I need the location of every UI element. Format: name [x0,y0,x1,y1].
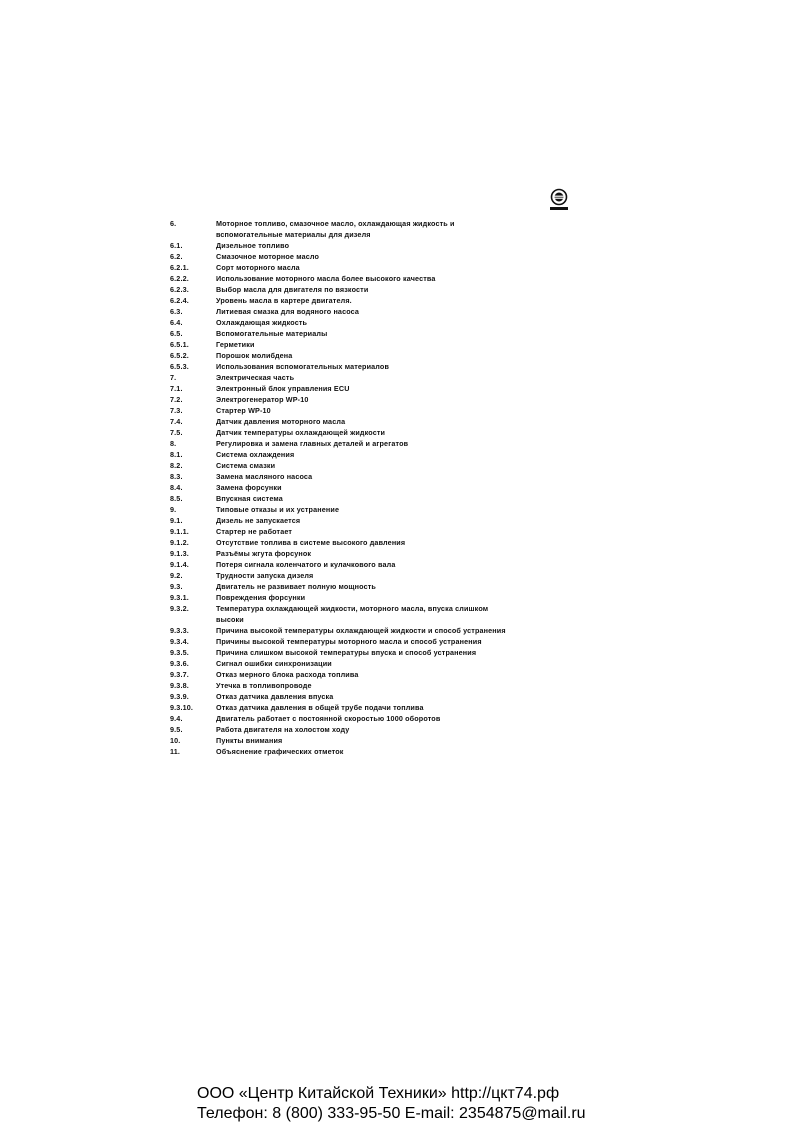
toc-entry-title: Причины высокой температуры моторного масла и способ устранения [216,637,482,646]
footer [197,1084,617,1124]
toc-entry-number: 9.3.10. [170,703,194,712]
toc-entry [170,526,510,537]
toc-entry-number: 7.3. [170,406,183,415]
toc-entry [170,625,510,636]
toc-entry-number: 9.1. [170,516,183,525]
toc-entry [170,504,510,515]
toc-entry-number: 9.3.5. [170,648,189,657]
toc-entry-title: Использование моторного масла более высокого качества [216,274,436,283]
toc-entry-number: 6.2. [170,252,183,261]
toc-entry-number: 6.5.1. [170,340,189,349]
toc-entry [170,262,510,273]
toc-entry-number: 6.2.2. [170,274,189,283]
toc-entry-number: 8.1. [170,450,183,459]
toc-entry [170,746,510,757]
toc-entry [170,669,510,680]
toc-entry [170,724,510,735]
toc-entry-title: Моторное топливо, смазочное масло, охлаждающая жидкость и вспомогательные материалы для дизеля [216,219,455,239]
toc-entry-title: Электрогенератор WP-10 [216,395,309,404]
toc-entry [170,570,510,581]
toc-entry-title: Порошок молибдена [216,351,293,360]
toc-entry [170,680,510,691]
toc-entry-title: Отказ мерного блока расхода топлива [216,670,359,679]
toc-entry-title: Объяснение графических отметок [216,747,344,756]
toc-entry-title: Вспомогательные материалы [216,329,328,338]
toc-entry [170,438,510,449]
toc-entry-number: 8.2. [170,461,183,470]
toc-entry-number: 6.3. [170,307,183,316]
toc-entry [170,427,510,438]
toc-entry [170,493,510,504]
toc-entry [170,581,510,592]
footer-company-line: ООО «Центр Китайской Техники» http://цкт74.рф [197,1085,560,1102]
toc-entry [170,515,510,526]
toc-entry-title: Замена масляного насоса [216,472,313,481]
toc-entry-number: 9.5. [170,725,183,734]
toc-entry [170,735,510,746]
toc-entry [170,306,510,317]
toc-entry-number: 9.3. [170,582,183,591]
toc-entry-title: Герметики [216,340,255,349]
toc-entry-title: Причина слишком высокой температуры впуска и способ устранения [216,648,477,657]
footer-contact-line: Телефон: 8 (800) 333-95-50 E-mail: 2354875@mail.ru [197,1105,586,1122]
toc-entry-number: 9.3.1. [170,593,189,602]
toc-entry [170,603,510,625]
toc-entry-title: Сигнал ошибки синхронизации [216,659,332,668]
toc-entry-number: 9.3.9. [170,692,189,701]
toc-entry [170,636,510,647]
toc-entry [170,361,510,372]
toc-entry-title: Двигатель работает с постоянной скоростью 1000 оборотов [216,714,441,723]
toc-entry-number: 9. [170,505,177,514]
toc-entry-title: Выбор масла для двигателя по вязкости [216,285,369,294]
toc-entry-title: Датчик температуры охлаждающей жидкости [216,428,386,437]
toc-entry-title: Смазочное моторное масло [216,252,320,261]
toc-entry-number: 6.5.3. [170,362,189,371]
toc-entry-number: 8. [170,439,177,448]
toc-entry-number: 9.1.4. [170,560,189,569]
toc-entry-title: Отсутствие топлива в системе высокого давления [216,538,406,547]
toc-entry-title: Регулировка и замена главных деталей и агрегатов [216,439,409,448]
toc-entry-number: 7.1. [170,384,183,393]
toc-entry-number: 6.5. [170,329,183,338]
toc-entry [170,713,510,724]
toc-entry [170,350,510,361]
table-of-contents [170,218,510,757]
toc-entry [170,460,510,471]
toc-entry-number: 9.3.4. [170,637,189,646]
toc-entry [170,537,510,548]
toc-entry [170,218,510,240]
toc-entry-title: Разъёмы жгута форсунок [216,549,312,558]
toc-entry [170,471,510,482]
toc-entry-title: Охлаждающая жидкость [216,318,308,327]
toc-entry-number: 8.3. [170,472,183,481]
toc-entry-title: Трудности запуска дизеля [216,571,314,580]
toc-entry-number: 9.2. [170,571,183,580]
toc-entry-title: Работа двигателя на холостом ходу [216,725,350,734]
toc-entry [170,548,510,559]
toc-entry [170,482,510,493]
toc-entry [170,284,510,295]
toc-entry-number: 9.3.8. [170,681,189,690]
toc-entry-title: Причина высокой температуры охлаждающей жидкости и способ устранения [216,626,506,635]
toc-entry [170,372,510,383]
toc-entry-title: Сорт моторного масла [216,263,300,272]
toc-entry [170,240,510,251]
toc-entry-title: Утечка в топливопроводе [216,681,312,690]
toc-entry [170,273,510,284]
toc-entry-title: Впускная система [216,494,283,503]
toc-entry-number: 9.1.1. [170,527,189,536]
toc-entry-title: Дизельное топливо [216,241,290,250]
toc-entry-number: 9.3.2. [170,604,189,613]
toc-entry [170,559,510,570]
toc-entry [170,449,510,460]
toc-entry-title: Литиевая смазка для водяного насоса [216,307,360,316]
toc-entry-number: 7.4. [170,417,183,426]
toc-entry-number: 9.3.7. [170,670,189,679]
toc-entry [170,328,510,339]
toc-entry [170,383,510,394]
toc-entry-title: Пункты внимания [216,736,283,745]
toc-entry-title: Стартер WP-10 [216,406,271,415]
toc-entry-number: 6.1. [170,241,183,250]
toc-entry-title: Уровень масла в картере двигателя. [216,296,352,305]
toc-entry-number: 9.4. [170,714,183,723]
toc-entry-number: 9.3.6. [170,659,189,668]
toc-entry-title: Использования вспомогательных материалов [216,362,390,371]
toc-entry-title: Замена форсунки [216,483,282,492]
toc-entry-title: Потеря сигнала коленчатого и кулачкового вала [216,560,396,569]
toc-entry-title: Отказ датчика давления в общей трубе подачи топлива [216,703,424,712]
weichai-logo-icon [549,188,569,212]
toc-entry [170,339,510,350]
toc-entry [170,251,510,262]
toc-entry-number: 7.2. [170,395,183,404]
toc-entry-title: Электронный блок управления ECU [216,384,350,393]
toc-entry [170,317,510,328]
toc-entry-title: Система охлаждения [216,450,295,459]
toc-entry-title: Стартер не работает [216,527,293,536]
toc-entry-number: 9.1.3. [170,549,189,558]
toc-entry-number: 9.1.2. [170,538,189,547]
toc-entry [170,405,510,416]
toc-entry [170,295,510,306]
toc-entry-number: 7. [170,373,177,382]
toc-entry [170,702,510,713]
toc-entry-title: Электрическая часть [216,373,295,382]
toc-entry-number: 8.5. [170,494,183,503]
toc-entry-title: Температура охлаждающей жидкости, моторного масла, впуска слишком высоки [216,604,489,624]
toc-entry [170,691,510,702]
toc-entry-title: Повреждения форсунки [216,593,306,602]
toc-entry-title: Система смазки [216,461,276,470]
toc-entry-number: 11. [170,747,181,756]
toc-entry [170,592,510,603]
toc-entry-number: 6.2.4. [170,296,189,305]
toc-entry-number: 6. [170,219,177,228]
toc-entry-number: 6.4. [170,318,183,327]
toc-entry-title: Дизель не запускается [216,516,301,525]
toc-entry-number: 6.5.2. [170,351,189,360]
toc-entry [170,416,510,427]
toc-entry-number: 8.4. [170,483,183,492]
toc-entry-number: 9.3.3. [170,626,189,635]
toc-entry-title: Типовые отказы и их устранение [216,505,340,514]
toc-entry [170,658,510,669]
toc-entry [170,394,510,405]
toc-entry [170,647,510,658]
toc-entry-number: 6.2.3. [170,285,189,294]
toc-entry-number: 6.2.1. [170,263,189,272]
toc-entry-number: 10. [170,736,181,745]
toc-entry-title: Отказ датчика давления впуска [216,692,334,701]
toc-entry-number: 7.5. [170,428,183,437]
toc-entry-title: Датчик давления моторного масла [216,417,346,426]
toc-entry-title: Двигатель не развивает полную мощность [216,582,376,591]
